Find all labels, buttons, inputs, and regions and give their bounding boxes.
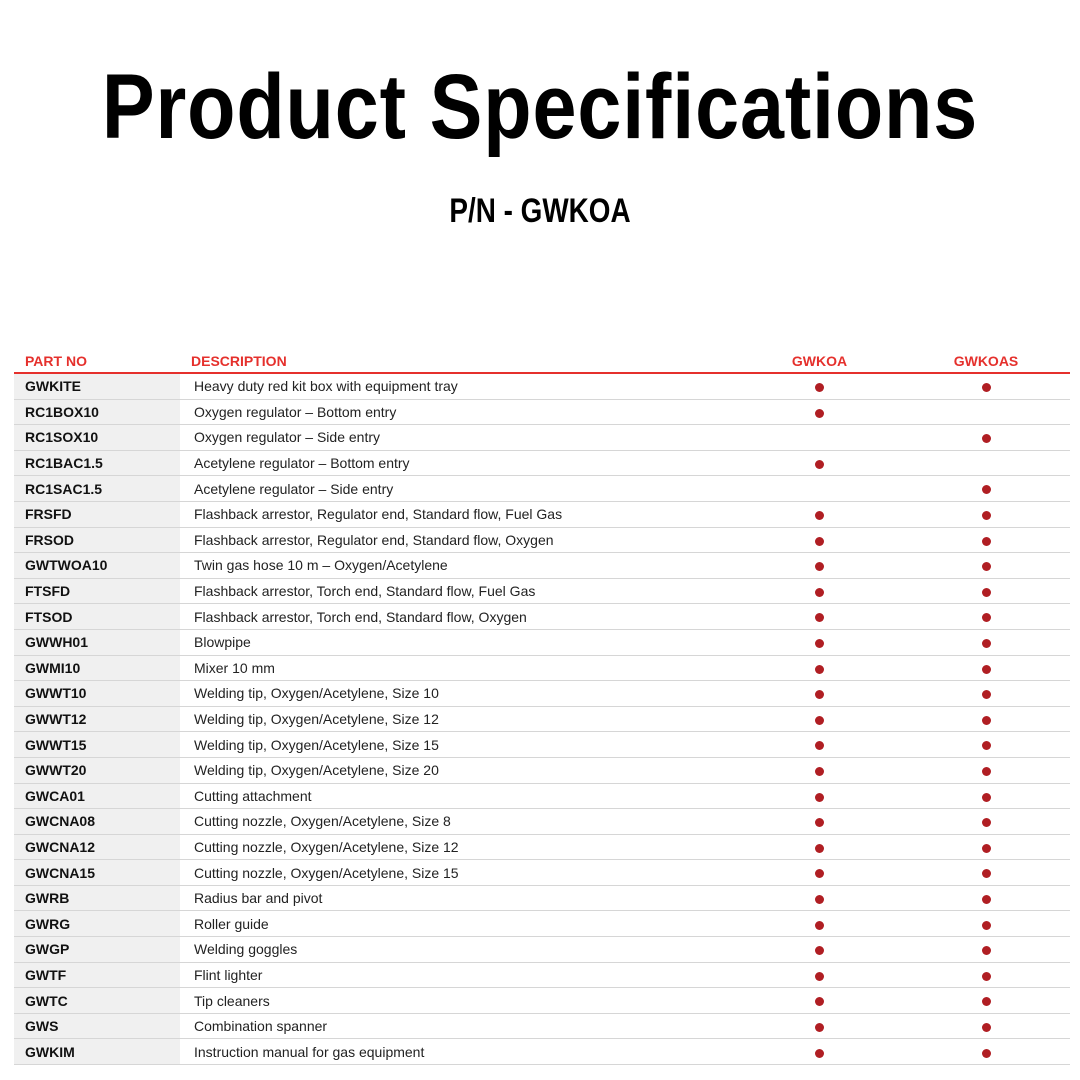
gwkoas-included-cell bbox=[902, 962, 1070, 988]
column-header-gwkoa: GWKOA bbox=[737, 350, 902, 373]
description-cell: Twin gas hose 10 m – Oxygen/Acetylene bbox=[180, 553, 737, 579]
part-number-cell: FRSFD bbox=[14, 501, 180, 527]
gwkoa-included-cell bbox=[737, 655, 902, 681]
included-dot-icon bbox=[815, 844, 824, 853]
description-cell: Blowpipe bbox=[180, 629, 737, 655]
included-dot-icon bbox=[982, 921, 991, 930]
gwkoas-included-cell bbox=[902, 373, 1070, 399]
included-dot-icon bbox=[982, 665, 991, 674]
table-row bbox=[14, 706, 1070, 732]
gwkoas-included-cell bbox=[902, 425, 1070, 451]
included-dot-icon bbox=[982, 613, 991, 622]
part-number-subtitle: P/N - GWKOA bbox=[449, 192, 631, 230]
description-cell: Welding tip, Oxygen/Acetylene, Size 20 bbox=[180, 757, 737, 783]
gwkoa-included-cell bbox=[737, 962, 902, 988]
part-number-cell: FTSFD bbox=[14, 578, 180, 604]
included-dot-icon bbox=[815, 869, 824, 878]
included-dot-icon bbox=[982, 716, 991, 725]
gwkoa-included-cell bbox=[737, 988, 902, 1014]
table-row bbox=[14, 604, 1070, 630]
included-dot-icon bbox=[815, 690, 824, 699]
table-row bbox=[14, 988, 1070, 1014]
table-row bbox=[14, 425, 1070, 451]
part-number-cell: GWKITE bbox=[14, 373, 180, 399]
table-row bbox=[14, 527, 1070, 553]
part-number-cell: GWMI10 bbox=[14, 655, 180, 681]
gwkoa-included-cell bbox=[737, 809, 902, 835]
description-cell: Acetylene regulator – Bottom entry bbox=[180, 450, 737, 476]
included-dot-icon bbox=[815, 1049, 824, 1058]
description-cell: Roller guide bbox=[180, 911, 737, 937]
table-header-row bbox=[14, 350, 1070, 373]
gwkoa-included-cell bbox=[737, 629, 902, 655]
part-number-cell: GWRB bbox=[14, 885, 180, 911]
gwkoa-included-cell bbox=[737, 757, 902, 783]
gwkoas-included-cell bbox=[902, 732, 1070, 758]
description-cell: Cutting nozzle, Oxygen/Acetylene, Size 12 bbox=[180, 834, 737, 860]
included-dot-icon bbox=[815, 997, 824, 1006]
column-header-description: DESCRIPTION bbox=[180, 350, 737, 373]
spec-table bbox=[14, 350, 1070, 1065]
gwkoa-included-cell bbox=[737, 476, 902, 502]
gwkoa-included-cell bbox=[737, 527, 902, 553]
gwkoas-included-cell bbox=[902, 399, 1070, 425]
table-row bbox=[14, 911, 1070, 937]
part-number-cell: RC1BAC1.5 bbox=[14, 450, 180, 476]
gwkoas-included-cell bbox=[902, 1013, 1070, 1039]
description-cell: Flashback arrestor, Regulator end, Standard flow, Oxygen bbox=[180, 527, 737, 553]
gwkoas-included-cell bbox=[902, 783, 1070, 809]
included-dot-icon bbox=[982, 869, 991, 878]
part-number-cell: GWWT15 bbox=[14, 732, 180, 758]
description-cell: Cutting nozzle, Oxygen/Acetylene, Size 15 bbox=[180, 860, 737, 886]
table-row bbox=[14, 937, 1070, 963]
gwkoa-included-cell bbox=[737, 553, 902, 579]
part-number-cell: GWKIM bbox=[14, 1039, 180, 1065]
gwkoa-included-cell bbox=[737, 399, 902, 425]
gwkoa-included-cell bbox=[737, 681, 902, 707]
description-cell: Heavy duty red kit box with equipment tray bbox=[180, 373, 737, 399]
description-cell: Radius bar and pivot bbox=[180, 885, 737, 911]
description-cell: Welding goggles bbox=[180, 937, 737, 963]
description-cell: Flint lighter bbox=[180, 962, 737, 988]
table-row bbox=[14, 732, 1070, 758]
part-number-cell: GWWT12 bbox=[14, 706, 180, 732]
gwkoa-included-cell bbox=[737, 783, 902, 809]
gwkoa-included-cell bbox=[737, 911, 902, 937]
included-dot-icon bbox=[815, 818, 824, 827]
gwkoas-included-cell bbox=[902, 911, 1070, 937]
included-dot-icon bbox=[815, 537, 824, 546]
description-cell: Tip cleaners bbox=[180, 988, 737, 1014]
gwkoas-included-cell bbox=[902, 1039, 1070, 1065]
gwkoa-included-cell bbox=[737, 1039, 902, 1065]
included-dot-icon bbox=[815, 588, 824, 597]
gwkoas-included-cell bbox=[902, 809, 1070, 835]
gwkoas-included-cell bbox=[902, 578, 1070, 604]
gwkoas-included-cell bbox=[902, 860, 1070, 886]
gwkoa-included-cell bbox=[737, 834, 902, 860]
description-cell: Flashback arrestor, Torch end, Standard flow, Fuel Gas bbox=[180, 578, 737, 604]
gwkoas-included-cell bbox=[902, 937, 1070, 963]
table-row bbox=[14, 757, 1070, 783]
included-dot-icon bbox=[982, 511, 991, 520]
table-row bbox=[14, 962, 1070, 988]
included-dot-icon bbox=[982, 588, 991, 597]
table-row bbox=[14, 681, 1070, 707]
column-header-gwkoas: GWKOAS bbox=[902, 350, 1070, 373]
part-number-cell: GWS bbox=[14, 1013, 180, 1039]
part-number-cell: RC1BOX10 bbox=[14, 399, 180, 425]
table-row bbox=[14, 501, 1070, 527]
gwkoa-included-cell bbox=[737, 860, 902, 886]
included-dot-icon bbox=[815, 716, 824, 725]
part-number-cell: GWCNA08 bbox=[14, 809, 180, 835]
gwkoas-included-cell bbox=[902, 757, 1070, 783]
included-dot-icon bbox=[815, 383, 824, 392]
table-row bbox=[14, 655, 1070, 681]
table-row bbox=[14, 860, 1070, 886]
table-row bbox=[14, 629, 1070, 655]
column-header-part-no: PART NO bbox=[14, 350, 180, 373]
description-cell: Instruction manual for gas equipment bbox=[180, 1039, 737, 1065]
table-row bbox=[14, 783, 1070, 809]
description-cell: Acetylene regulator – Side entry bbox=[180, 476, 737, 502]
gwkoas-included-cell bbox=[902, 604, 1070, 630]
part-number-cell: GWTC bbox=[14, 988, 180, 1014]
part-number-cell: GWRG bbox=[14, 911, 180, 937]
gwkoas-included-cell bbox=[902, 681, 1070, 707]
description-cell: Welding tip, Oxygen/Acetylene, Size 10 bbox=[180, 681, 737, 707]
gwkoas-included-cell bbox=[902, 553, 1070, 579]
page-title: Product Specifications bbox=[101, 56, 979, 158]
included-dot-icon bbox=[982, 844, 991, 853]
included-dot-icon bbox=[815, 946, 824, 955]
gwkoa-included-cell bbox=[737, 604, 902, 630]
included-dot-icon bbox=[815, 511, 824, 520]
table-row bbox=[14, 578, 1070, 604]
gwkoa-included-cell bbox=[737, 885, 902, 911]
table-row bbox=[14, 1013, 1070, 1039]
table-row bbox=[14, 834, 1070, 860]
included-dot-icon bbox=[815, 409, 824, 418]
included-dot-icon bbox=[982, 741, 991, 750]
gwkoa-included-cell bbox=[737, 373, 902, 399]
table-row bbox=[14, 399, 1070, 425]
included-dot-icon bbox=[815, 895, 824, 904]
included-dot-icon bbox=[815, 767, 824, 776]
included-dot-icon bbox=[982, 946, 991, 955]
included-dot-icon bbox=[982, 767, 991, 776]
description-cell: Welding tip, Oxygen/Acetylene, Size 12 bbox=[180, 706, 737, 732]
table-row bbox=[14, 373, 1070, 399]
included-dot-icon bbox=[982, 485, 991, 494]
gwkoas-included-cell bbox=[902, 885, 1070, 911]
gwkoa-included-cell bbox=[737, 578, 902, 604]
included-dot-icon bbox=[982, 1023, 991, 1032]
description-cell: Mixer 10 mm bbox=[180, 655, 737, 681]
included-dot-icon bbox=[982, 690, 991, 699]
gwkoa-included-cell bbox=[737, 732, 902, 758]
gwkoas-included-cell bbox=[902, 988, 1070, 1014]
gwkoas-included-cell bbox=[902, 450, 1070, 476]
part-number-cell: GWCNA15 bbox=[14, 860, 180, 886]
part-number-cell: GWWT20 bbox=[14, 757, 180, 783]
gwkoa-included-cell bbox=[737, 501, 902, 527]
part-number-cell: GWWH01 bbox=[14, 629, 180, 655]
gwkoas-included-cell bbox=[902, 476, 1070, 502]
part-number-cell: GWTF bbox=[14, 962, 180, 988]
included-dot-icon bbox=[815, 639, 824, 648]
included-dot-icon bbox=[982, 639, 991, 648]
description-cell: Oxygen regulator – Side entry bbox=[180, 425, 737, 451]
table-row bbox=[14, 450, 1070, 476]
part-number-cell: FTSOD bbox=[14, 604, 180, 630]
part-number-cell: GWCNA12 bbox=[14, 834, 180, 860]
description-cell: Cutting nozzle, Oxygen/Acetylene, Size 8 bbox=[180, 809, 737, 835]
included-dot-icon bbox=[982, 793, 991, 802]
gwkoa-included-cell bbox=[737, 450, 902, 476]
gwkoas-included-cell bbox=[902, 706, 1070, 732]
included-dot-icon bbox=[815, 741, 824, 750]
gwkoas-included-cell bbox=[902, 834, 1070, 860]
included-dot-icon bbox=[982, 818, 991, 827]
description-cell: Flashback arrestor, Regulator end, Standard flow, Fuel Gas bbox=[180, 501, 737, 527]
included-dot-icon bbox=[982, 1049, 991, 1058]
part-number-cell: GWGP bbox=[14, 937, 180, 963]
gwkoa-included-cell bbox=[737, 1013, 902, 1039]
included-dot-icon bbox=[815, 1023, 824, 1032]
part-number-cell: GWCA01 bbox=[14, 783, 180, 809]
gwkoas-included-cell bbox=[902, 629, 1070, 655]
gwkoa-included-cell bbox=[737, 425, 902, 451]
part-number-cell: GWWT10 bbox=[14, 681, 180, 707]
table-row bbox=[14, 476, 1070, 502]
included-dot-icon bbox=[982, 383, 991, 392]
included-dot-icon bbox=[815, 562, 824, 571]
included-dot-icon bbox=[815, 793, 824, 802]
included-dot-icon bbox=[982, 972, 991, 981]
included-dot-icon bbox=[982, 537, 991, 546]
gwkoa-included-cell bbox=[737, 937, 902, 963]
table-row bbox=[14, 885, 1070, 911]
part-number-cell: FRSOD bbox=[14, 527, 180, 553]
included-dot-icon bbox=[815, 972, 824, 981]
gwkoas-included-cell bbox=[902, 527, 1070, 553]
included-dot-icon bbox=[982, 562, 991, 571]
description-cell: Flashback arrestor, Torch end, Standard flow, Oxygen bbox=[180, 604, 737, 630]
included-dot-icon bbox=[815, 613, 824, 622]
part-number-cell: GWTWOA10 bbox=[14, 553, 180, 579]
table-row bbox=[14, 1039, 1070, 1065]
table-row bbox=[14, 553, 1070, 579]
table-row bbox=[14, 809, 1070, 835]
description-cell: Cutting attachment bbox=[180, 783, 737, 809]
part-number-cell: RC1SOX10 bbox=[14, 425, 180, 451]
included-dot-icon bbox=[815, 460, 824, 469]
included-dot-icon bbox=[815, 665, 824, 674]
gwkoa-included-cell bbox=[737, 706, 902, 732]
description-cell: Oxygen regulator – Bottom entry bbox=[180, 399, 737, 425]
included-dot-icon bbox=[982, 434, 991, 443]
description-cell: Combination spanner bbox=[180, 1013, 737, 1039]
included-dot-icon bbox=[982, 997, 991, 1006]
included-dot-icon bbox=[982, 895, 991, 904]
included-dot-icon bbox=[815, 921, 824, 930]
table-body bbox=[14, 373, 1070, 1065]
part-number-cell: RC1SAC1.5 bbox=[14, 476, 180, 502]
gwkoas-included-cell bbox=[902, 501, 1070, 527]
description-cell: Welding tip, Oxygen/Acetylene, Size 15 bbox=[180, 732, 737, 758]
gwkoas-included-cell bbox=[902, 655, 1070, 681]
